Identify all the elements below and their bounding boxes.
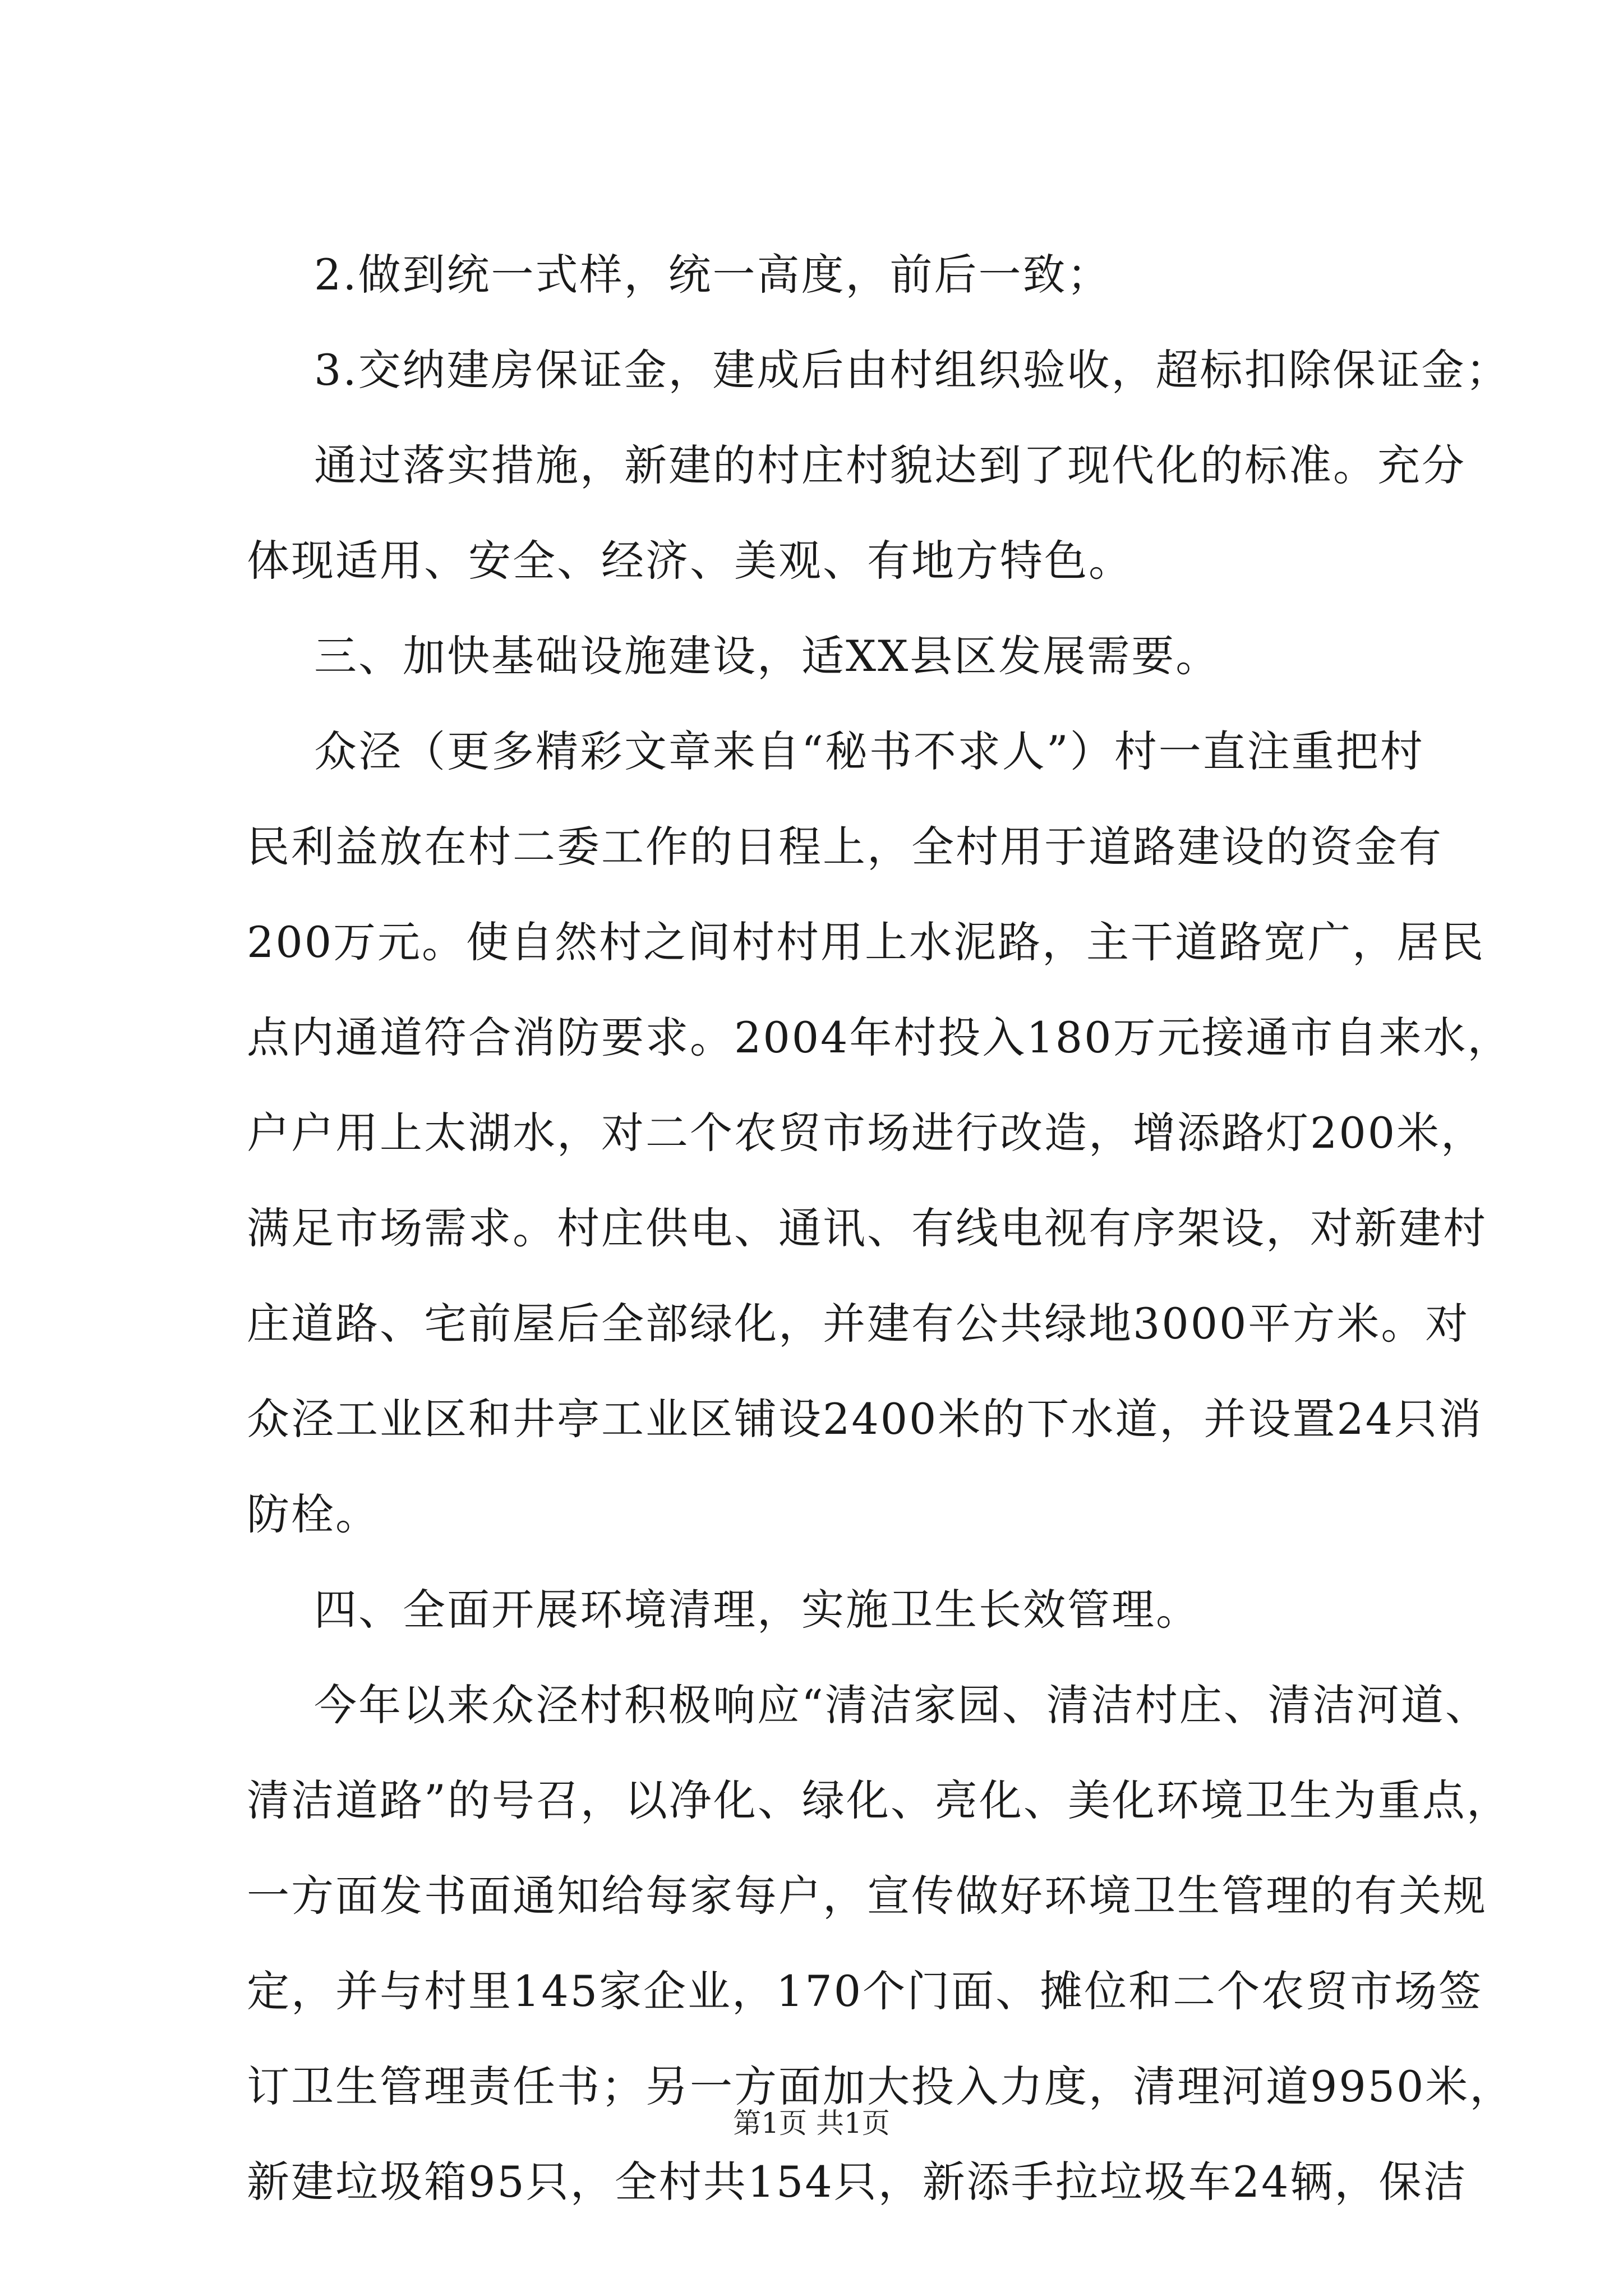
text-line: 清洁道路”的号召，以净化、绿化、亮化、美化环境卫生为重点， [247,1775,1511,1825]
text-line: 定，并与村里145家企业，170个门面、摊位和二个农贸市场签 [247,1966,1483,2016]
document-body [247,227,1514,2230]
text-line: 通过落实措施，新建的村庄村貌达到了现代化的标准。充分 [314,440,1466,490]
text-line: 新建垃圾箱95只，全村共154只，新添手拉垃圾车24辆，保洁 [247,2157,1468,2207]
text-line: 200万元。使自然村之间村村用上水泥路，主干道路宽广，居民 [247,917,1486,967]
text-line: 一方面发书面通知给每家每户，宣传做好环境卫生管理的有关规 [247,1871,1487,1921]
section-heading: 四、全面开展环境清理，实施卫生长效管理。 [314,1585,1200,1635]
text-line: 今年以来众泾村积极响应“清洁家园、清洁村庄、清洁河道、 [314,1680,1490,1730]
text-line: 户户用上太湖水，对二个农贸市场进行改造，增添路灯200米， [247,1108,1486,1158]
text-line: 庄道路、宅前屋后全部绿化，并建有公共绿地3000平方米。对 [247,1299,1470,1349]
text-line: 众泾（更多精彩文章来自“秘书不求人”）村一直注重把村 [314,726,1424,776]
text-line: 体现适用、安全、经济、美观、有地方特色。 [247,536,1133,586]
text-line: 2.做到统一式样，统一高度，前后一致； [314,250,1112,300]
section-heading: 三、加快基础设施建设，适XX县区发展需要。 [314,631,1220,681]
text-line: 民利益放在村二委工作的日程上，全村用于道路建设的资金有 [247,822,1443,872]
page-footer: 第1页 共1页 [733,2107,890,2139]
text-line: 3.交纳建房保证金，建成后由村组织验收，超标扣除保证金； [314,345,1510,395]
text-line: 防栓。 [247,1489,380,1539]
text-line: 订卫生管理责任书；另一方面加大投入力度，清理河道9950米， [247,2062,1514,2111]
text-line: 点内通道符合消防要求。2004年村投入180万元接通市自来水， [247,1013,1512,1062]
text-line: 众泾工业区和井亭工业区铺设2400米的下水道，并设置24只消 [247,1394,1483,1444]
text-line: 满足市场需求。村庄供电、通讯、有线电视有序架设，对新建村 [247,1203,1487,1253]
